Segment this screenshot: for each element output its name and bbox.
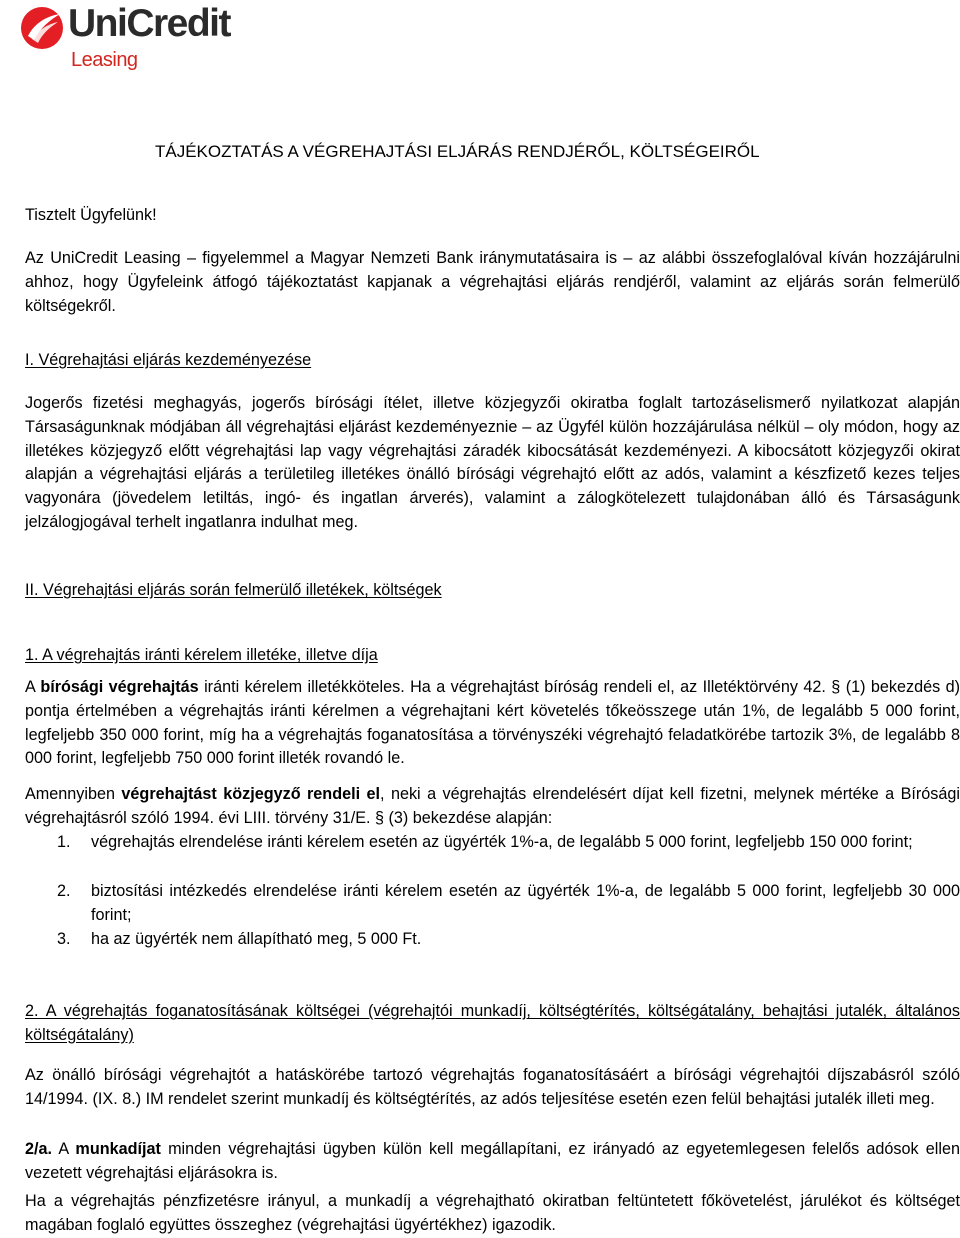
document-title: TÁJÉKOZTATÁS A VÉGREHAJTÁSI ELJÁRÁS RENDJÉRŐL, KÖLTSÉGEIRŐL [155,142,760,161]
text-run: Amennyiben [25,785,122,803]
subsection-2-heading [25,1000,960,1048]
section-2-heading [25,579,960,603]
unicredit-leasing-logo [20,4,250,76]
logo-sub-text: Leasing [71,49,138,71]
section-2-heading-text: II. Végrehajtási eljárás során felmerülő illetékek, költségek [25,581,442,599]
subsection-1-heading [25,644,960,668]
section-1-heading [25,349,960,373]
list-number: 2. [57,882,71,900]
text-run: A [52,1140,76,1158]
paragraph-label: 2/a. [25,1140,53,1158]
bold-run: bírósági végrehajtás [40,678,199,696]
intro-paragraph: Az UniCredit Leasing – figyelemmel a Magyar Nemzeti Bank iránymutatásaira is – az alábbi összefoglalóval kíván hozzájárulni ahhoz, hogy Ügyfeleink átfogó tájékoztatást kapjanak a végrehajtási eljárás rendjéről, valamint az eljárás során felmerülő költségekről. [25,249,960,315]
greeting: Tisztelt Ügyfelünk! [25,206,157,224]
subsection-1-paragraph-2 [25,783,960,831]
subsection-2a-paragraph [25,1138,960,1186]
bold-run: végrehajtást közjegyző rendeli el [121,785,381,803]
text-run: , neki a végrehajtás elrendelésért díjat kell fizetni, melynek mértéke a Bírósági végrehajtásról szóló 1994. évi LIII. törvény 31/E. § (3) bekezdése alapján: [25,785,960,827]
subsection-2-heading-text: 2. A végrehajtás foganatosításának költségei (végrehajtói munkadíj, költségtérítés, költségátalány, behajtási jutalék, általános költségátalány) [25,1002,960,1044]
text-run: minden végrehajtási ügyben külön kell megállapítani, ez irányadó az egyetemlegesen felelős adósok ellen vezetett végrehajtási eljárásokra is. [25,1140,960,1182]
subsection-2-paragraph-3: Ha a végrehajtás pénzfizetésre irányul, a munkadíj a végrehajtható okiratban feltüntetett főkövetelést, járulékot és költséget magában foglaló együttes összeghez (végrehajtási ügyértékhez) igazodik. [25,1192,960,1234]
subsection-1-paragraph-1 [25,676,960,771]
text-run: A [25,678,41,696]
text-run: iránti kérelem illetékköteles. Ha a végrehajtást bíróság rendeli el, az Illetéktörvény 42. § (1) bekezdés d) pontja értelmében a végrehajtás iránti kérelmen a végrehajtani kért követelés tőkeösszege után 1%, de legalább 5 000 forint, legfeljebb 350 000 forint, míg ha a végrehajtás foganatosítása a törvényszéki végrehajtó feladatkörébe tartozik 3%, de legalább 8 000 forint, legfeljebb 750 000 forint illeték rovandó le. [25,678,960,768]
list-number: 3. [57,930,71,948]
list-text: biztosítási intézkedés elrendelése iránti kérelem esetén az ügyérték 1%-a, de legalább 5 000 forint, legfeljebb 30 000 forint; [91,882,960,924]
subsection-2-paragraph-1: Az önálló bírósági végrehajtót a hatáskörébe tartozó végrehajtás foganatosításáért a bírósági végrehajtói díjszabásról szóló 14/1994. (IX. 8.) IM rendelet szerint munkadíj és költségtérítés, az adós teljesítése esetén ezen felül behajtási jutalék illeti meg. [25,1066,960,1108]
logo-brand-text: UniCredit [68,2,230,45]
list-text: végrehajtás elrendelése iránti kérelem esetén az ügyérték 1%-a, de legalább 5 000 forint, legfeljebb 150 000 forint; [91,833,913,851]
subsection-1-heading-text: 1. A végrehajtás iránti kérelem illetéke, illetve díja [25,646,378,664]
unicredit-logo-icon [20,6,64,50]
list-number: 1. [57,833,71,851]
section-1-heading-text: I. Végrehajtási eljárás kezdeményezése [25,351,312,369]
list-text: ha az ügyérték nem állapítható meg, 5 000 Ft. [91,930,422,948]
bold-run: munkadíjat [75,1140,161,1158]
section-1-paragraph: Jogerős fizetési meghagyás, jogerős bírósági ítélet, illetve közjegyzői okiratba foglalt tartozáselismerő nyilatkozat alapján Társaságunknak módjában áll végrehajtási eljárást kezdeményeznie – az Ügyfél külön hozzájárulása nélkül – oly módon, hogy az illetékes közjegyző előtt végrehajtási lap vagy végrehajtási záradék kibocsátását kezdeményezi. A kibocsátott közjegyzői okirat alapján a végrehajtási eljárás a területileg illetékes önálló bírósági végrehajtó előtt az adós, valamint a készfizető kezes teljes vagyonára (jövedelem letiltás, ingó- és ingatlan árverés), valamint a zálogkötelezett tulajdonában álló és Társaságunk jelzálogjogával terhelt ingatlanra indulhat meg. [25,394,960,531]
